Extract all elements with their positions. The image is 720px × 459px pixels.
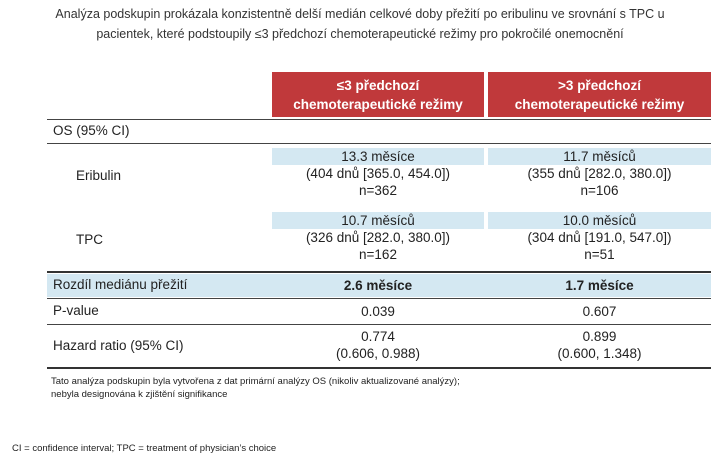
hazard-ratio-le3-ci: (0.606, 0.988) xyxy=(335,346,421,361)
title-line-2: pacientek, které podstoupily ≤3 předchozí chemoterapeutické režimy pro pokročilé onemocnění xyxy=(96,27,624,41)
column-header-le3-line1: ≤3 předchozí xyxy=(336,77,420,93)
hazard-ratio-le3 xyxy=(272,328,484,362)
hazard-ratio-gt3-value: 0.899 xyxy=(582,329,617,344)
eribulin-le3-median: 13.3 měsíce xyxy=(272,148,484,165)
p-value-le3: 0.039 xyxy=(361,304,395,319)
median-difference-gt3: 1.7 měsíce xyxy=(565,278,634,293)
row-divider xyxy=(47,298,711,299)
column-header-le3-line2: chemoterapeutické režimy xyxy=(293,96,463,112)
row-divider xyxy=(47,271,711,273)
table-bottom-border xyxy=(47,367,711,369)
tpc-le3-cell xyxy=(272,212,484,263)
p-value-gt3: 0.607 xyxy=(582,304,617,319)
analysis-note-line1: Tato analýza podskupin byla vytvořena z dat primární analýzy OS (nikoliv aktualizované analýzy); xyxy=(51,376,460,387)
tpc-le3-days: (326 dnů [282.0, 380.0]) xyxy=(305,230,451,245)
row-divider xyxy=(47,143,711,144)
abbreviations-footnote: CI = confidence interval; TPC = treatment of physician’s choice xyxy=(12,443,277,454)
eribulin-gt3-cell xyxy=(488,148,711,199)
tpc-le3-median: 10.7 měsíců xyxy=(272,212,484,229)
tpc-gt3-cell xyxy=(488,212,711,263)
analysis-note xyxy=(51,375,460,401)
tpc-label: TPC xyxy=(76,232,103,247)
column-header-le3 xyxy=(272,72,484,117)
eribulin-le3-cell xyxy=(272,148,484,199)
hazard-ratio-gt3 xyxy=(488,328,711,362)
eribulin-le3-n: n=362 xyxy=(359,183,397,198)
eribulin-label: Eribulin xyxy=(76,168,122,183)
tpc-gt3-n: n=51 xyxy=(584,247,615,262)
os-ci-label: OS (95% CI) xyxy=(53,123,130,138)
title-line-1: Analýza podskupin prokázala konzistentně delší medián celkové doby přežití po eribulinu ve srovnání s TPC u xyxy=(55,7,665,21)
eribulin-le3-days: (404 dnů [365.0, 454.0]) xyxy=(305,166,451,181)
analysis-note-line2: nebyla designována k zjištění signifikance xyxy=(51,389,228,400)
column-header-gt3-line2: chemoterapeutické režimy xyxy=(514,96,685,112)
hazard-ratio-label: Hazard ratio (95% CI) xyxy=(53,338,184,353)
column-header-gt3-line1: >3 předchozí xyxy=(558,77,641,93)
hazard-ratio-gt3-ci: (0.600, 1.348) xyxy=(557,346,642,361)
tpc-gt3-median: 10.0 měsíců xyxy=(488,212,711,229)
p-value-label: P-value xyxy=(53,303,99,318)
hazard-ratio-le3-value: 0.774 xyxy=(361,329,395,344)
slide-title xyxy=(40,4,680,44)
tpc-le3-n: n=162 xyxy=(359,247,397,262)
eribulin-gt3-days: (355 dnů [282.0, 380.0]) xyxy=(527,166,672,181)
row-divider xyxy=(47,119,711,120)
tpc-gt3-days: (304 dnů [191.0, 547.0]) xyxy=(527,230,672,245)
median-difference-le3: 2.6 měsíce xyxy=(343,278,413,293)
eribulin-gt3-n: n=106 xyxy=(580,183,619,198)
row-divider xyxy=(47,324,711,325)
eribulin-gt3-median: 11.7 měsíců xyxy=(488,148,711,165)
median-difference-label: Rozdíl mediánu přežití xyxy=(53,277,188,292)
column-header-gt3 xyxy=(488,72,711,117)
